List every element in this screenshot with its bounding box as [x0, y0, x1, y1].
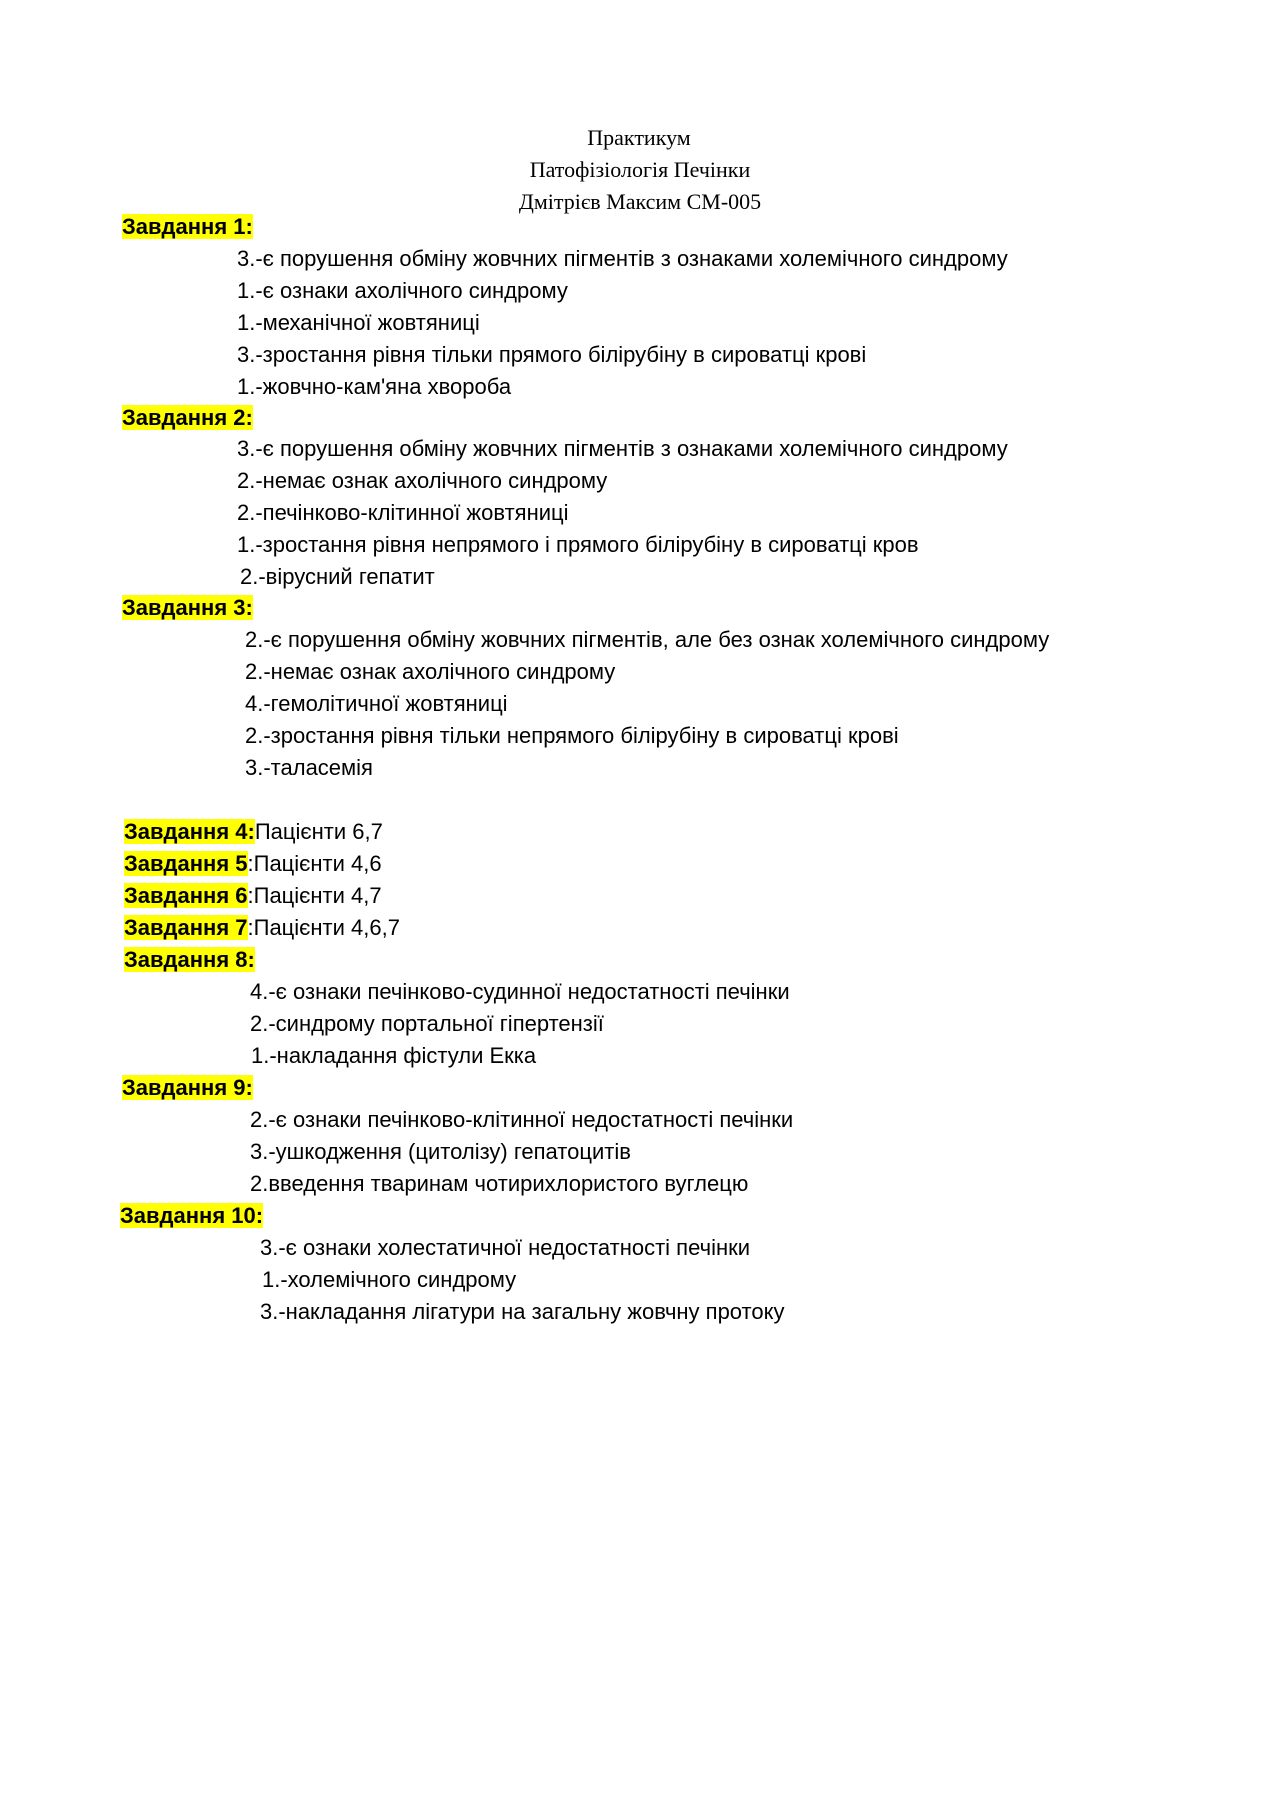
- task-10-answer-1: 3.-є ознаки холестатичної недостатності печінки: [260, 1235, 751, 1260]
- task-3-answer-2: 2.-немає ознак ахолічного синдрому: [245, 659, 616, 684]
- task-2-answer-4: 1.-зростання рівня непрямого і прямого білірубіну в сироватці кров: [237, 532, 919, 557]
- task-1-answer-3: 1.-механічної жовтяниці: [237, 310, 480, 335]
- task-8-label: Завдання 8:: [124, 947, 255, 972]
- task-6-answer: :Пацієнти 4,7: [247, 883, 382, 908]
- task-2-answer-2: 2.-немає ознак ахолічного синдрому: [237, 468, 608, 493]
- header-subject: Патофізіологія Печінки: [529, 157, 751, 182]
- task-2-answer-5: 2.-вірусний гепатит: [240, 564, 435, 589]
- task-8-answer-2: 2.-синдрому портальної гіпертензії: [250, 1011, 604, 1036]
- task-3-answer-1: 2.-є порушення обміну жовчних пігментів, але без ознак холемічного синдрому: [245, 627, 1050, 652]
- task-3-answer-4: 2.-зростання рівня тільки непрямого білірубіну в сироватці крові: [245, 723, 899, 748]
- task-1-label: Завдання 1:: [122, 214, 253, 239]
- task-9-answer-3: 2.введення тваринам чотирихлористого вуглецю: [250, 1171, 749, 1196]
- task-2-answer-3: 2.-печінково-клітинної жовтяниці: [237, 500, 569, 525]
- task-3-answer-3: 4.-гемолітичної жовтяниці: [245, 691, 508, 716]
- task-2-label: Завдання 2:: [122, 405, 253, 430]
- header-author: Дмітрієв Максим СМ-005: [518, 189, 762, 214]
- task-1-answer-2: 1.-є ознаки ахолічного синдрому: [237, 278, 568, 303]
- task-7-answer: :Пацієнти 4,6,7: [247, 915, 400, 940]
- task-1-answer-1: 3.-є порушення обміну жовчних пігментів з ознаками холемічного синдрому: [237, 246, 1008, 271]
- task-10-answer-3: 3.-накладання лігатури на загальну жовчну протоку: [260, 1299, 785, 1324]
- task-6-label: Завдання 6: [124, 883, 248, 908]
- document-header: [0, 122, 1280, 218]
- task-2-heading: [122, 402, 253, 434]
- task-5-line: [124, 848, 382, 880]
- task-6-line: [124, 880, 382, 912]
- task-9-heading: [122, 1072, 253, 1104]
- task-9-answer-2: 3.-ушкодження (цитолізу) гепатоцитів: [250, 1139, 631, 1164]
- task-8-answer-3: 1.-накладання фістули Екка: [251, 1043, 537, 1068]
- task-3-label: Завдання 3:: [122, 595, 253, 620]
- task-9-answer-1: 2.-є ознаки печінково-клітинної недостатності печінки: [250, 1107, 794, 1132]
- task-3-heading: [122, 592, 253, 624]
- task-1-heading: [122, 211, 253, 243]
- task-10-answer-2: 1.-холемічного синдрому: [262, 1267, 517, 1292]
- task-10-heading: [120, 1200, 263, 1232]
- task-1-answer-5: 1.-жовчно-кам'яна хвороба: [237, 374, 512, 399]
- task-7-line: [124, 912, 400, 944]
- task-5-answer: :Пацієнти 4,6: [247, 851, 382, 876]
- task-2-answer-1: 3.-є порушення обміну жовчних пігментів з ознаками холемічного синдрому: [237, 436, 1008, 461]
- task-3-answer-5: 3.-таласемія: [245, 755, 373, 780]
- task-8-heading: [124, 944, 255, 976]
- task-4-line: [124, 816, 383, 848]
- task-7-label: Завдання 7: [124, 915, 248, 940]
- task-4-label: Завдання 4:: [124, 819, 255, 844]
- task-8-answer-1: 4.-є ознаки печінково-судинної недостатності печінки: [250, 979, 790, 1004]
- task-5-label: Завдання 5: [124, 851, 248, 876]
- task-10-label: Завдання 10:: [120, 1203, 264, 1228]
- task-9-label: Завдання 9:: [122, 1075, 253, 1100]
- task-4-answer: Пацієнти 6,7: [254, 819, 383, 844]
- header-title: Практикум: [587, 125, 691, 150]
- task-1-answer-4: 3.-зростання рівня тільки прямого білірубіну в сироватці крові: [237, 342, 867, 367]
